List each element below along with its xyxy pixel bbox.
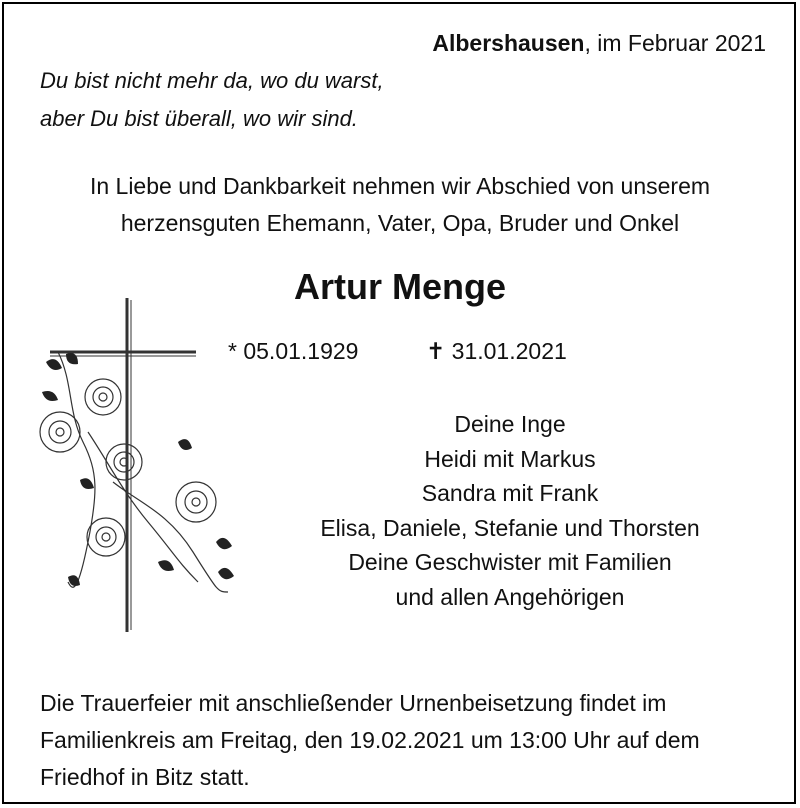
place-name: Albershausen <box>432 30 585 56</box>
service-line: Die Trauerfeier mit anschließender Urnenbeisetzung findet im <box>40 690 667 716</box>
mourner-line: und allen Angehörigen <box>395 583 625 610</box>
quote <box>40 62 384 138</box>
mourner-line: Elisa, Daniele, Stefanie und Thorsten <box>320 514 700 541</box>
deceased-name: Artur Menge <box>293 266 506 307</box>
birth-date: * 05.01.1929 <box>228 338 359 364</box>
place-date <box>432 30 766 57</box>
mourners-list <box>240 407 780 614</box>
mourner-line: Deine Geschwister mit Familien <box>348 549 672 575</box>
service-line: Familienkreis am Freitag, den 19.02.2021 um 13:00 Uhr auf dem <box>40 727 700 753</box>
death-date-value: 31.01.2021 <box>451 338 567 364</box>
mourner-line: Sandra mit Frank <box>421 480 599 506</box>
mourner-line: Heidi mit Markus <box>424 445 596 472</box>
service-info <box>40 685 780 796</box>
intro-line: herzensguten Ehemann, Vater, Opa, Bruder und Onkel <box>120 210 680 236</box>
cross-with-roses-icon <box>28 292 248 637</box>
death-date <box>426 338 567 365</box>
date-text: , im Februar 2021 <box>584 30 766 56</box>
mourner-line: Deine Inge <box>454 411 566 437</box>
quote-line: aber Du bist überall, wo wir sind. <box>40 106 358 131</box>
quote-line: Du bist nicht mehr da, wo du warst, <box>40 68 384 93</box>
intro-text <box>0 168 800 242</box>
intro-line: In Liebe und Dankbarkeit nehmen wir Abschied von unserem <box>89 173 711 199</box>
service-line: Friedhof in Bitz statt. <box>40 764 250 790</box>
death-cross-icon: ✝ <box>426 338 446 364</box>
